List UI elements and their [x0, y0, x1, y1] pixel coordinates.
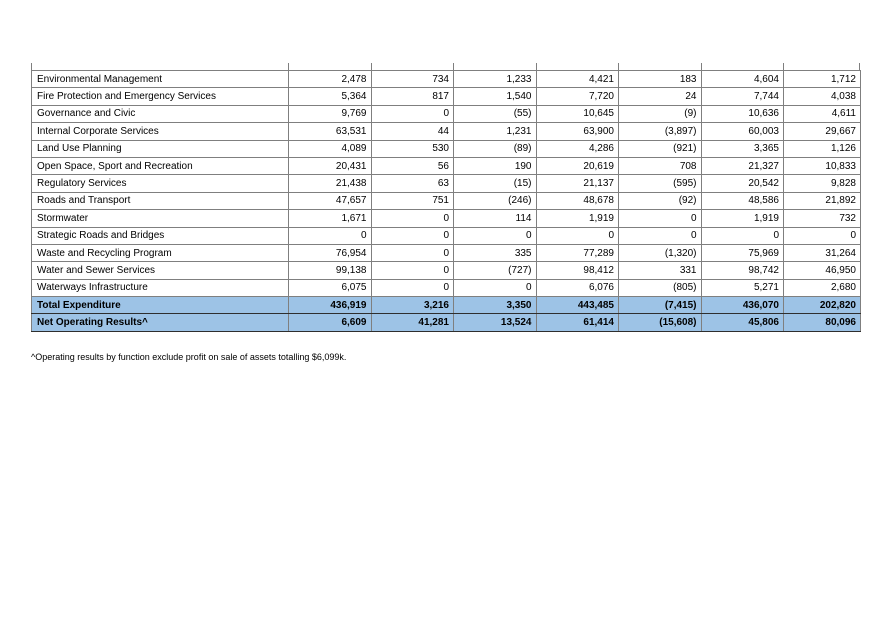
value-cell: 21,438 — [289, 175, 372, 192]
value-cell: (727) — [454, 262, 537, 279]
value-cell: 0 — [371, 244, 454, 261]
page-break-gridline-stubs — [31, 63, 860, 70]
value-cell: 1,919 — [701, 210, 784, 227]
value-cell: 20,619 — [536, 157, 619, 174]
value-cell: 4,089 — [289, 140, 372, 157]
value-cell: 0 — [371, 105, 454, 122]
value-cell: 1,712 — [784, 71, 861, 88]
value-cell: 48,586 — [701, 192, 784, 209]
value-cell: 5,271 — [701, 279, 784, 296]
gridline-stub — [859, 63, 860, 70]
value-cell: 48,678 — [536, 192, 619, 209]
value-cell: 6,609 — [289, 314, 372, 331]
row-label-cell: Roads and Transport — [32, 192, 289, 209]
table-body — [32, 71, 861, 332]
row-label-cell: Waste and Recycling Program — [32, 244, 289, 261]
value-cell: (805) — [619, 279, 702, 296]
value-cell: 0 — [619, 227, 702, 244]
value-cell: 4,421 — [536, 71, 619, 88]
value-cell: 4,286 — [536, 140, 619, 157]
value-cell: 4,038 — [784, 88, 861, 105]
table-row — [32, 105, 861, 122]
table-row — [32, 262, 861, 279]
expenditure-table — [31, 70, 861, 332]
value-cell: 331 — [619, 262, 702, 279]
value-cell: 47,657 — [289, 192, 372, 209]
value-cell: (15) — [454, 175, 537, 192]
value-cell: 443,485 — [536, 297, 619, 314]
value-cell: 77,289 — [536, 244, 619, 261]
value-cell: 335 — [454, 244, 537, 261]
gridline-stub — [618, 63, 619, 70]
value-cell: 46,950 — [784, 262, 861, 279]
value-cell: 6,076 — [536, 279, 619, 296]
value-cell: 63,531 — [289, 123, 372, 140]
row-label-cell: Strategic Roads and Bridges — [32, 227, 289, 244]
value-cell: 114 — [454, 210, 537, 227]
value-cell: 98,742 — [701, 262, 784, 279]
value-cell: 1,233 — [454, 71, 537, 88]
value-cell: 41,281 — [371, 314, 454, 331]
value-cell: 56 — [371, 157, 454, 174]
row-label-cell: Stormwater — [32, 210, 289, 227]
value-cell: 0 — [371, 262, 454, 279]
footnote: ^Operating results by function exclude profit on sale of assets totalling $6,099k. — [31, 352, 347, 362]
value-cell: 0 — [536, 227, 619, 244]
value-cell: 3,216 — [371, 297, 454, 314]
table-row — [32, 227, 861, 244]
value-cell: 13,524 — [454, 314, 537, 331]
value-cell: 3,350 — [454, 297, 537, 314]
value-cell: 0 — [619, 210, 702, 227]
value-cell: 734 — [371, 71, 454, 88]
value-cell: 80,096 — [784, 314, 861, 331]
gridline-stub — [31, 63, 32, 70]
value-cell: 4,611 — [784, 105, 861, 122]
value-cell: 45,806 — [701, 314, 784, 331]
gridline-stub — [453, 63, 454, 70]
value-cell: 0 — [371, 210, 454, 227]
value-cell: 60,003 — [701, 123, 784, 140]
value-cell: 24 — [619, 88, 702, 105]
value-cell: 1,540 — [454, 88, 537, 105]
value-cell: 732 — [784, 210, 861, 227]
table-row — [32, 140, 861, 157]
value-cell: 1,671 — [289, 210, 372, 227]
gridline-stub — [536, 63, 537, 70]
value-cell: 44 — [371, 123, 454, 140]
value-cell: 183 — [619, 71, 702, 88]
row-label-cell: Total Expenditure — [32, 297, 289, 314]
value-cell: 4,604 — [701, 71, 784, 88]
value-cell: 61,414 — [536, 314, 619, 331]
row-label-cell: Regulatory Services — [32, 175, 289, 192]
value-cell: 436,070 — [701, 297, 784, 314]
value-cell: 9,828 — [784, 175, 861, 192]
table-row — [32, 314, 861, 331]
value-cell: 190 — [454, 157, 537, 174]
value-cell: 0 — [454, 279, 537, 296]
table-row — [32, 71, 861, 88]
value-cell: 9,769 — [289, 105, 372, 122]
value-cell: 31,264 — [784, 244, 861, 261]
value-cell: 10,645 — [536, 105, 619, 122]
value-cell: 0 — [454, 227, 537, 244]
value-cell: (92) — [619, 192, 702, 209]
row-label-cell: Land Use Planning — [32, 140, 289, 157]
value-cell: (55) — [454, 105, 537, 122]
value-cell: 7,720 — [536, 88, 619, 105]
value-cell: 2,680 — [784, 279, 861, 296]
row-label-cell: Fire Protection and Emergency Services — [32, 88, 289, 105]
value-cell: 0 — [289, 227, 372, 244]
value-cell: 2,478 — [289, 71, 372, 88]
table-row — [32, 192, 861, 209]
gridline-stub — [288, 63, 289, 70]
value-cell: 29,667 — [784, 123, 861, 140]
value-cell: (7,415) — [619, 297, 702, 314]
value-cell: (15,608) — [619, 314, 702, 331]
row-label-cell: Internal Corporate Services — [32, 123, 289, 140]
row-label-cell: Water and Sewer Services — [32, 262, 289, 279]
value-cell: 20,542 — [701, 175, 784, 192]
value-cell: (921) — [619, 140, 702, 157]
value-cell: (1,320) — [619, 244, 702, 261]
value-cell: 751 — [371, 192, 454, 209]
value-cell: 7,744 — [701, 88, 784, 105]
row-label-cell: Environmental Management — [32, 71, 289, 88]
expenditure-table-wrap — [31, 70, 860, 332]
value-cell: 530 — [371, 140, 454, 157]
gridline-stub — [783, 63, 784, 70]
value-cell: 0 — [784, 227, 861, 244]
value-cell: 1,126 — [784, 140, 861, 157]
value-cell: 75,969 — [701, 244, 784, 261]
table-row — [32, 244, 861, 261]
value-cell: (595) — [619, 175, 702, 192]
table-row — [32, 175, 861, 192]
value-cell: 20,431 — [289, 157, 372, 174]
gridline-stub — [701, 63, 702, 70]
row-label-cell: Governance and Civic — [32, 105, 289, 122]
row-label-cell: Waterways Infrastructure — [32, 279, 289, 296]
value-cell: (246) — [454, 192, 537, 209]
value-cell: 3,365 — [701, 140, 784, 157]
table-row — [32, 210, 861, 227]
value-cell: 1,919 — [536, 210, 619, 227]
value-cell: 708 — [619, 157, 702, 174]
value-cell: 21,892 — [784, 192, 861, 209]
value-cell: 76,954 — [289, 244, 372, 261]
value-cell: 0 — [371, 227, 454, 244]
table-row — [32, 88, 861, 105]
value-cell: 436,919 — [289, 297, 372, 314]
value-cell: 202,820 — [784, 297, 861, 314]
value-cell: (9) — [619, 105, 702, 122]
value-cell: 98,412 — [536, 262, 619, 279]
row-label-cell: Open Space, Sport and Recreation — [32, 157, 289, 174]
gridline-stub — [371, 63, 372, 70]
table-row — [32, 279, 861, 296]
value-cell: (89) — [454, 140, 537, 157]
table-row — [32, 297, 861, 314]
value-cell: 6,075 — [289, 279, 372, 296]
value-cell: 10,636 — [701, 105, 784, 122]
value-cell: 99,138 — [289, 262, 372, 279]
value-cell: (3,897) — [619, 123, 702, 140]
table-row — [32, 123, 861, 140]
value-cell: 63,900 — [536, 123, 619, 140]
table-row — [32, 157, 861, 174]
value-cell: 0 — [701, 227, 784, 244]
value-cell: 21,327 — [701, 157, 784, 174]
value-cell: 817 — [371, 88, 454, 105]
value-cell: 5,364 — [289, 88, 372, 105]
row-label-cell: Net Operating Results^ — [32, 314, 289, 331]
value-cell: 10,833 — [784, 157, 861, 174]
value-cell: 1,231 — [454, 123, 537, 140]
value-cell: 0 — [371, 279, 454, 296]
value-cell: 63 — [371, 175, 454, 192]
value-cell: 21,137 — [536, 175, 619, 192]
